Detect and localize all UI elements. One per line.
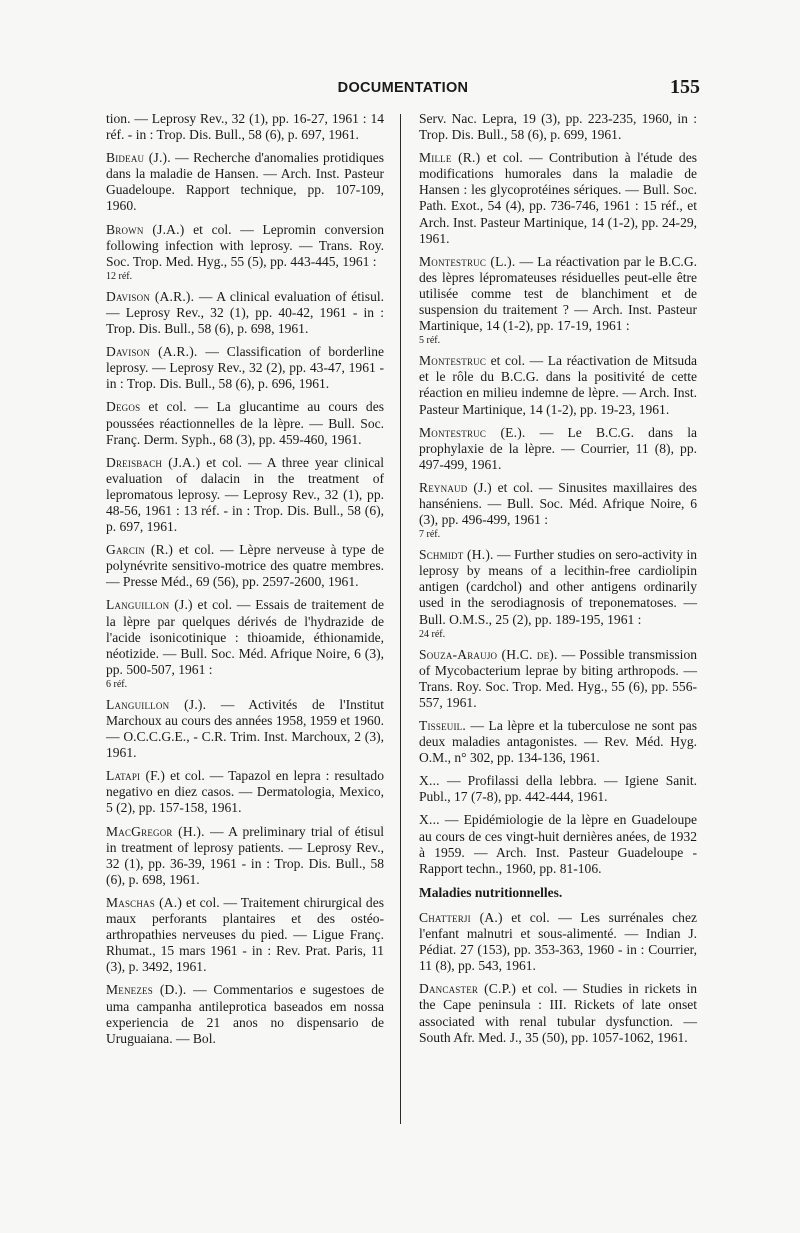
bibliography-entry [419, 111, 697, 143]
reference-count-note: 24 réf. [419, 628, 446, 640]
bibliography-entry [106, 824, 384, 888]
entry-author: X... [419, 773, 440, 789]
entry-author: Chatterji (A.) [419, 909, 503, 925]
entry-author: Tisseuil. [419, 718, 466, 733]
bibliography-entry [419, 812, 697, 876]
reference-count-note: 5 réf. [419, 335, 441, 347]
entry-author: Montestruc [419, 353, 487, 369]
reference-count-note: 7 réf. [419, 529, 441, 541]
entry-author: Souza-Araujo (H.C. de). [419, 646, 558, 662]
entry-author: Dreisbach (J.A.) [106, 454, 201, 470]
entry-text: — A clinical evaluation of étisul. — Leprosy Rev., 32 (1), pp. 40-42, 1961 - in : Trop. Dis. Bull., 58 (6), p. 698, 1961. [106, 288, 384, 337]
bibliography-entry [419, 647, 697, 711]
entry-author: Davison (A.R.). [106, 288, 195, 304]
bibliography-entry [419, 425, 697, 473]
bibliography-entry [106, 455, 384, 535]
entry-author: Dancaster (C.P.) [419, 981, 517, 997]
entry-text: — Recherche d'anomalies protidiques dans la maladie de Hansen. — Arch. Inst. Pasteur Guadeloupe. Rapport technique, pp. 107-109, 1960. [106, 150, 384, 214]
left-column [106, 111, 384, 1054]
entry-text: — Commentarios e sugestoes de uma campanha antileprotica baseados em nossa experiencia de 21 anos no dispensario de Uruguaiana. — Bol. [106, 982, 384, 1046]
bibliography-entry [419, 718, 697, 766]
entry-author: Bideau (J.). [106, 150, 171, 166]
reference-count-note: 12 réf. [106, 270, 133, 282]
entry-text: et col. — La réactivation de Mitsuda et le rôle du B.C.G. dans la positivité de cette réaction en milieu indemne de lèpre. — Arch. Inst. Pasteur Martinique, 14 (1-2), pp. 19-23, 1961. [419, 353, 697, 417]
bibliography-entry [419, 981, 697, 1045]
entry-text: et col. — Contribution à l'étude des modifications humorales dans la maladie de Hansen : les glycoprotéines sériques. — Bull. Soc. Path. Exot., 54 (4), pp. 736-746, 1961 : 15 réf., et Arch. Inst. Pasteur Martinique, 14 (1-2), pp. 24-29, 1961. [419, 150, 697, 246]
bibliography-entry [106, 697, 384, 761]
entry-author: MacGregor (H.). [106, 823, 205, 839]
entry-author: Maschas (A.) [106, 894, 183, 910]
entry-text: et col. — Traitement chirurgical des maux perforants plantaires et des ostéo-arthropathies nerveuses du pied. — Ligue Franç. Rhumat., 15 mars 1961 - in : Rev. Prat. Paris, 11 (3), p. 3492, 1961. [106, 894, 384, 975]
entry-text: — Le B.C.G. dans la prophylaxie de la lèpre. — Courrier, 11 (8), pp. 497-499, 1961. [419, 424, 697, 472]
entry-text: et col. — Sinusites maxillaires des hanséniens. — Bull. Soc. Méd. Afrique Noire, 6 (3), pp. 496-499, 1961 : [419, 479, 697, 528]
section-heading: Maladies nutritionnelles. [419, 884, 563, 900]
entry-text: et col. — Lepromin conversion following infection with leprosy. — Trans. Roy. Soc. Trop. Med. Hyg., 55 (5), pp. 443-445, 1961 : [106, 221, 384, 269]
bibliography-entry [106, 399, 384, 447]
entry-text: — Classification of borderline leprosy. — Leprosy Rev., 32 (2), pp. 43-47, 1961 - in : Trop. Dis. Bull., 58 (6), p. 696, 1961. [106, 344, 384, 392]
bibliography-entry [419, 353, 697, 417]
bibliography-entry [106, 222, 384, 282]
entry-author: X... [419, 812, 440, 828]
bibliography-entry [106, 344, 384, 392]
bibliography-entry [106, 289, 384, 337]
reference-count-note: 6 réf. [106, 678, 128, 690]
bibliography-entry [106, 111, 384, 143]
entry-author: Schmidt (H.). [419, 547, 494, 563]
bibliography-entry [106, 768, 384, 816]
entry-text: et col. — Lèpre nerveuse à type de polynévrite sensitivo-motrice des quatre membres. — Presse Méd., 69 (56), pp. 2597-2600, 1961. [106, 542, 384, 590]
bibliography-entry [106, 542, 384, 590]
entry-text: et col. — Tapazol en lepra : resultado negativo en diez casos. — Dermatologia, Mexico, 5 (2), pp. 157-158, 1961. [106, 768, 384, 816]
bibliography-entry [419, 480, 697, 540]
bibliography-entry [106, 597, 384, 689]
entry-author: Latapi (F.) [106, 768, 166, 784]
bibliography-entry [419, 910, 697, 974]
entry-author: Mille (R.) [419, 150, 481, 166]
entry-author: Montestruc (L.). [419, 253, 516, 269]
entry-author: Reynaud (J.) [419, 479, 492, 495]
entry-text: — Further studies on sero-activity in leprosy by means of a lecithin-free cardiolipin antigen (cardchol) and other antigens ordinarily used in the serodiagnosis of treponematoses. — Bull. O.M.S., 25 (2), pp. 189-195, 1961 : [419, 547, 697, 627]
entry-text: — Possible transmission of Mycobacterium leprae by biting arthropods. — Trans. Roy. Soc. Trop. Med. Hyg., 55 (6), pp. 556-557, 1961. [419, 646, 697, 710]
entry-author: Languillon (J.) [106, 597, 193, 613]
page-number: 155 [670, 76, 700, 98]
entry-text: — Profilassi della lebbra. — Igiene Sanit. Publ., 17 (7-8), pp. 442-444, 1961. [419, 773, 697, 805]
entry-author: Degos [106, 399, 141, 415]
bibliography-entry [106, 982, 384, 1046]
bibliography-entry [419, 547, 697, 639]
entry-author: Menezes (D.). [106, 982, 187, 998]
right-column [419, 111, 697, 1053]
bibliography-entry [419, 254, 697, 346]
entry-text: — La réactivation par le B.C.G. des lèpres lépromateuses résiduelles peut-elle être utilisée comme test de blanchiment et de suspension du traitement ? — Arch. Inst. Pasteur Martinique, 14 (1-2), pp. 17-19, 1961 : [419, 253, 697, 334]
entry-author: Garcin (R.) [106, 542, 174, 558]
entry-author: Montestruc (E.). [419, 424, 526, 440]
page-header [106, 76, 700, 102]
entry-text: tion. — Leprosy Rev., 32 (1), pp. 16-27, 1961 : 14 réf. - in : Trop. Dis. Bull., 58 (6), p. 697, 1961. [106, 111, 384, 143]
bibliography-entry [419, 150, 697, 247]
entry-text: et col. — Essais de traitement de la lèpre par quelques dérivés de l'hydrazide de l'acide isonicotinique : thioamide, éthionamide, néotizide. — Bull. Soc. Méd. Afrique Noire, 6 (3), pp. 500-507, 1961 : [106, 597, 384, 677]
entry-text: — La lèpre et la tuberculose ne sont pas deux maladies antagonistes. — Rev. Méd. Hyg. O.M., n° 302, pp. 134-136, 1961. [419, 718, 697, 766]
entry-text: et col. — A three year clinical evaluation of dalacin in the treatment of lepromatous leprosy. — Leprosy Rev., 32 (1), pp. 48-56, 1961 : 13 réf. - in : Trop. Dis. Bull., 58 (6), p. 697, 1961. [106, 454, 384, 535]
entry-text: et col. — Studies in rickets in the Cape peninsula : III. Rickets of late onset associated with renal tubular dysfunction. — South Afr. Med. J., 35 (50), pp. 1057-1062, 1961. [419, 981, 697, 1045]
bibliography-entry [106, 895, 384, 975]
entry-text: et col. — La glucantime au cours des poussées réactionnelles de la lèpre. — Bull. Soc. Franç. Derm. Syph., 68 (3), pp. 459-460, 1961. [106, 399, 384, 447]
bibliography-entry [419, 773, 697, 805]
entry-text: Serv. Nac. Lepra, 19 (3), pp. 223-235, 1960, in : Trop. Dis. Bull., 58 (6), p. 699, 1961. [419, 111, 697, 143]
running-title: DOCUMENTATION [337, 80, 469, 96]
entry-author: Languillon (J.). [106, 696, 207, 712]
column-divider [400, 114, 401, 1124]
entry-text: — Epidémiologie de la lèpre en Guadeloupe au cours de ces vingt-huit dernières anées, de 1932 à 1959. — Arch. Inst. Pasteur Guadeloupe - Rapport techn., 1960, pp. 81-106. [419, 812, 697, 876]
entry-author: Brown (J.A.) [106, 221, 185, 237]
bibliography-entry [106, 150, 384, 214]
entry-text: et col. — Les surrénales chez l'enfant malnutri et sous-alimenté. — Indian J. Pédiat. 27 (153), pp. 353-363, 1960 - in : Courrier, 11 (8), pp. 543, 1961. [419, 909, 697, 974]
entry-text: — A preliminary trial of étisul in treatment of leprosy patients. — Leprosy Rev., 32 (1), pp. 36-39, 1961 - in : Trop. Dis. Bull., 58 (6), p. 698, 1961. [106, 823, 384, 887]
entry-author: Davison (A.R.). [106, 344, 198, 360]
entry-text: — Activités de l'Institut Marchoux au cours des années 1958, 1959 et 1960. — O.C.C.G.E., - C.R. Trim. Inst. Marchoux, 2 (3), 1961. [106, 696, 384, 761]
